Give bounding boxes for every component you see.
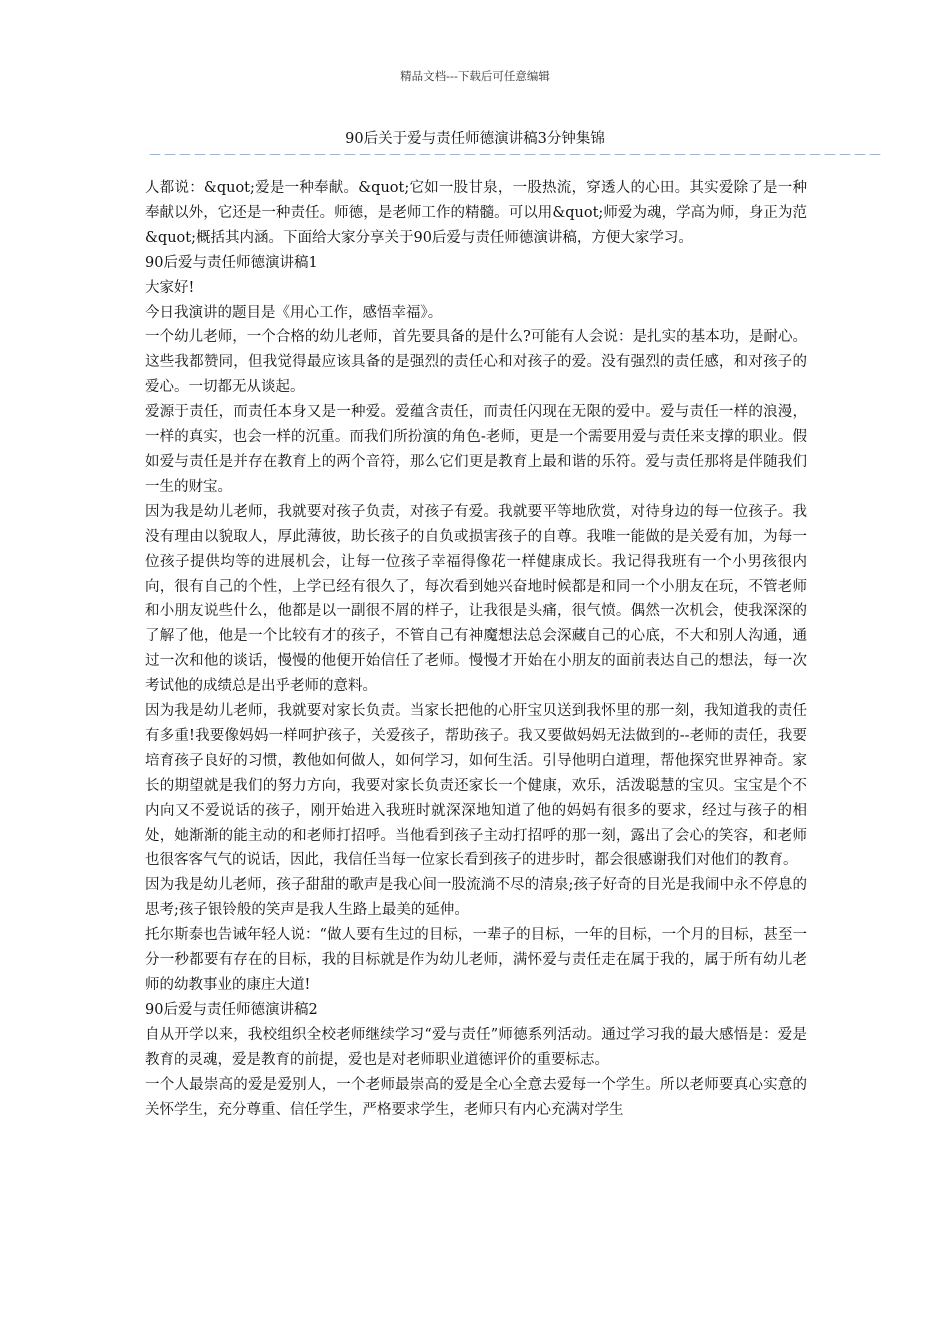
body-paragraph: 因为我是幼儿老师，孩子甜甜的歌声是我心间一股流淌不尽的清泉;孩子好奇的目光是我闹中永不停息的思考;孩子银铃般的笑声是我人生路上最美的延伸。 [145, 877, 807, 919]
body-paragraph: 托尔斯泰也告诫年轻人说：“做人要有生过的目标，一辈子的目标，一年的目标，一个月的目标，甚至一分一秒都要有存在的目标，我的目标就是作为幼儿老师，满怀爱与责任走在属于我的，属于所有幼儿老师的幼教事业的康庄大道! [145, 927, 807, 993]
title-divider: －－－－－－－－－－－－－－－－－－－－－－－－－－－－－－－－－－－－－－－－－－－－－－－－－ [148, 148, 883, 164]
document-title: 90后关于爱与责任师德演讲稿3分钟集锦 [345, 131, 605, 147]
body-paragraph: 爱源于责任，而责任本身又是一种爱。爱蕴含责任，而责任闪现在无限的爱中。爱与责任一样的浪漫，一样的真实，也会一样的沉重。而我们所扮演的角色-老师，更是一个需要用爱与责任来支撑的职业。假如爱与责任是并存在教育上的两个音符，那么它们更是教育上最和谐的乐符。爱与责任那将是伴随我们一生的财宝。 [145, 404, 807, 495]
section-heading-2: 90后爱与责任师德演讲稿2 [145, 1001, 318, 1018]
body-paragraph: 自从开学以来，我校组织全校老师继续学习“爱与责任”师德系列活动。通过学习我的最大感悟是：爱是教育的灵魂，爱是教育的前提，爱也是对老师职业道德评价的重要标志。 [145, 1026, 807, 1068]
document-body [145, 176, 807, 1122]
speech-topic-paragraph: 今日我演讲的题目是《用心工作，感悟幸福》。 [145, 304, 443, 321]
body-paragraph: 一个人最崇高的爱是爱别人，一个老师最崇高的爱是全心全意去爱每一个学生。所以老师要真心实意的关怀学生，充分尊重、信任学生，严格要求学生，老师只有内心充满对学生 [145, 1076, 807, 1118]
body-paragraph: 一个幼儿老师，一个合格的幼儿老师，首先要具备的是什么?可能有人会说：是扎实的基本功，是耐心。这些我都赞同，但我觉得最应该具备的是强烈的责任心和对孩子的爱。没有强烈的责任感，和对孩子的爱心。一切都无从谈起。 [145, 329, 807, 396]
body-paragraph: 因为我是幼儿老师，我就要对家长负责。当家长把他的心肝宝贝送到我怀里的那一刻，我知道我的责任有多重!我要像妈妈一样呵护孩子，关爱孩子，帮助孩子。我又要做妈妈无法做到的--老师的责任，我要培育孩子良好的习惯，教他如何做人，如何学习，如何生活。引导他明白道理，帮他探究世界神奇。家长的期望就是我们的努力方向，我要对家长负责还家长一个健康，欢乐，活泼聪慧的宝贝。宝宝是个不内向又不爱说话的孩子，刚开始进入我班时就深深地知道了他的妈妈有很多的要求，经过与孩子的相处，她渐渐的能主动的和老师打招呼。当他看到孩子主动打招呼的那一刻，露出了会心的笑容，和老师也很客客气气的说话，因此，我信任当每一位家长看到孩子的进步时，都会很感谢我们对他们的教育。 [145, 703, 807, 869]
greeting-paragraph: 大家好! [145, 279, 195, 296]
header-note: 精品文档---下载后可任意编辑 [400, 69, 550, 83]
section-heading-1: 90后爱与责任师德演讲稿1 [145, 254, 318, 271]
body-paragraph: 因为我是幼儿老师，我就要对孩子负责，对孩子有爱。我就要平等地欣赏，对待身边的每一位孩子。我没有理由以貌取人，厚此薄彼，助长孩子的自负或损害孩子的自尊。我唯一能做的是关爱有加，为每一位孩子提供均等的进展机会，让每一位孩子幸福得像花一样健康成长。我记得我班有一个小男孩很内向，很有自己的个性，上学已经有很久了，每次看到她兴奋地时候都是和同一个小朋友在玩，不管老师和小朋友说些什么，他都是以一副很不屑的样子，让我很是头痛，很气愤。偶然一次机会，使我深深的了解了他，他是一个比较有才的孩子，不管自己有神魔想法总会深藏自己的心底，不大和别人沟通，通过一次和他的谈话，慢慢的他便开始信任了老师。慢慢才开始在小朋友的面前表达自己的想法，每一次考试他的成绩总是出乎老师的意料。 [145, 503, 807, 695]
intro-paragraph: 人都说：&quot;爱是一种奉献。&quot;它如一股甘泉，一股热流，穿透人的心田。其实爱除了是一种奉献以外，它还是一种责任。师德，是老师工作的精髓。可以用&quot;师爱为魂，学高为师，身正为范&quot;概括其内涵。下面给大家分享关于90后爱与责任师德演讲稿，方便大家学习。 [145, 180, 807, 246]
